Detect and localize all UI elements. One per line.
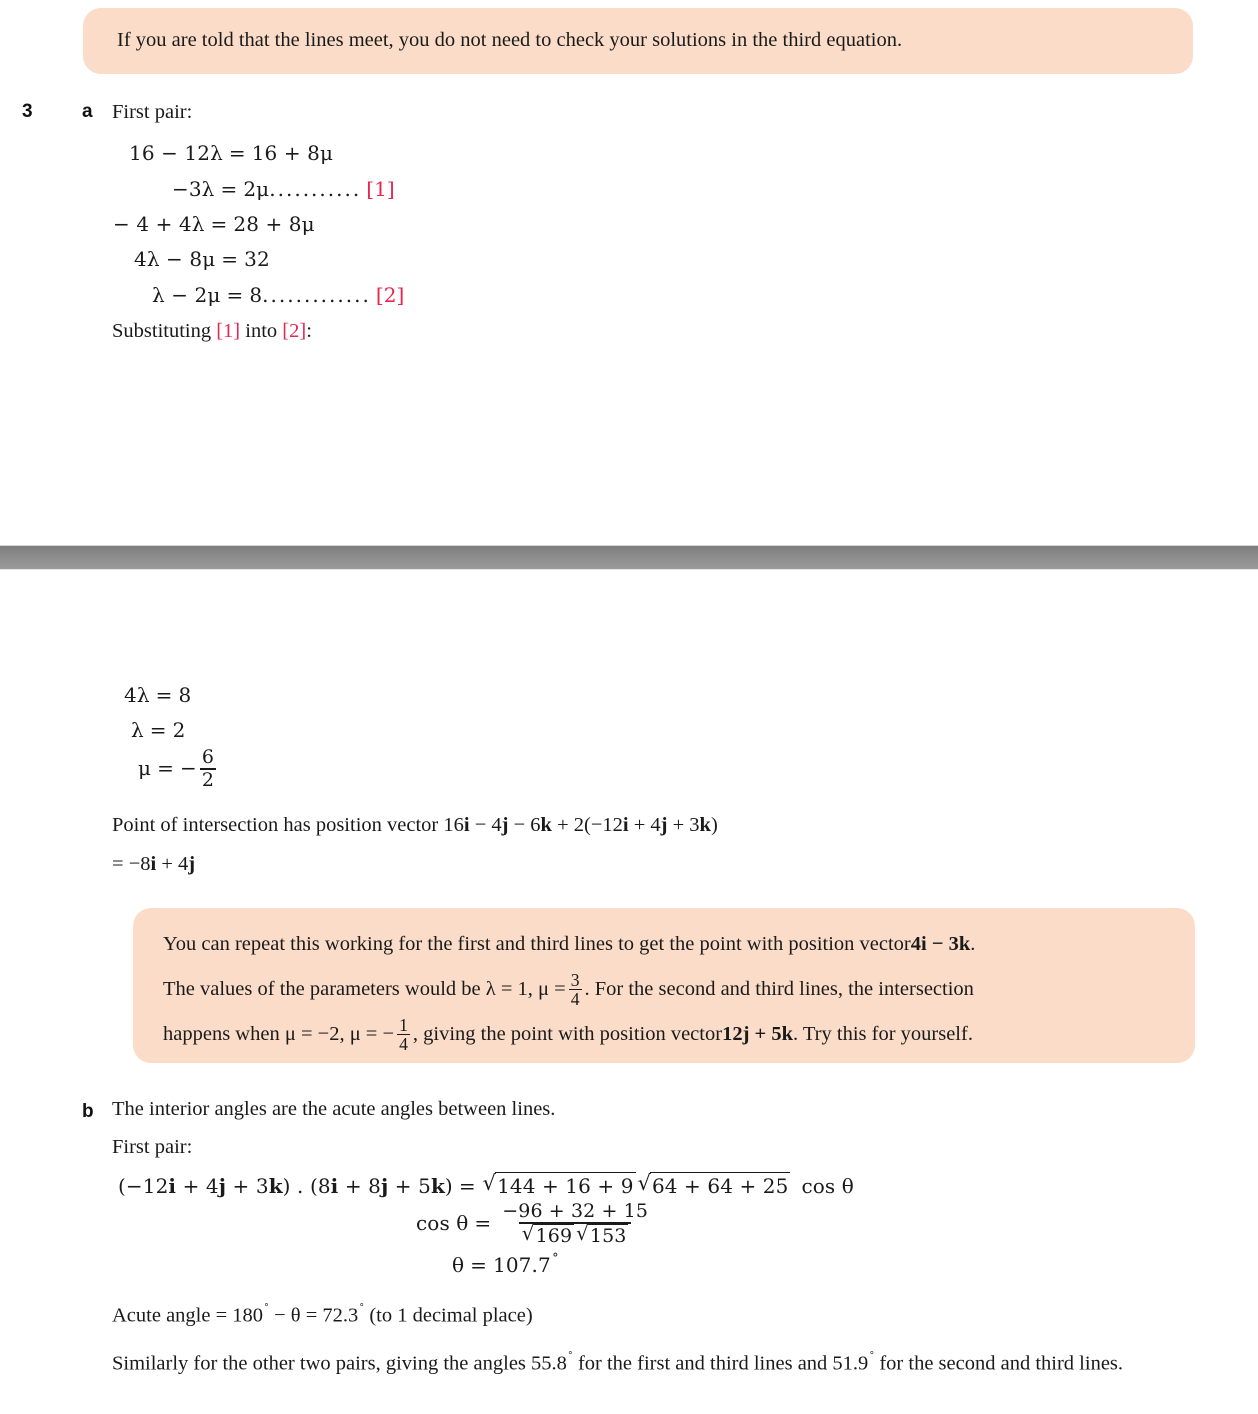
substituting-into-word: into xyxy=(245,320,278,342)
solution-rel: = xyxy=(149,718,167,742)
vector-unit-j: j xyxy=(660,814,668,836)
equation-rhs: 8 xyxy=(249,283,263,307)
equation-rel: = xyxy=(226,283,244,307)
hint-line-1-text-before: You can repeat this working for the first and third lines to get the point with position vector xyxy=(163,932,911,955)
hint-callout-middle xyxy=(133,908,1195,1063)
hint-callout-line-2 xyxy=(163,967,1167,1012)
substituting-line xyxy=(112,316,312,347)
intersection-result-expression xyxy=(112,853,195,875)
hint-line-2-text-before: The values of the parameters would be λ = 1, μ = xyxy=(163,977,566,1000)
vector-unit-i: i xyxy=(168,1174,177,1198)
expression-token: 4 xyxy=(178,853,189,875)
hint-line-3-text-before: happens when μ = −2, μ = − xyxy=(163,1022,395,1045)
vector-unit-k: k xyxy=(430,1174,445,1198)
vector-unit-i: i xyxy=(463,814,470,836)
hint-line-3-fraction xyxy=(397,1016,410,1054)
cos-theta-rel: = xyxy=(474,1211,492,1236)
expression-token: 8 xyxy=(317,1174,331,1198)
cos-theta-equation xyxy=(416,1202,653,1247)
fraction-numerator: −96 + 32 + 15 xyxy=(502,1200,649,1222)
expression-token: + xyxy=(388,1174,419,1198)
substituting-tag-2: [2] xyxy=(282,320,307,342)
sqrt-radicand: 169 xyxy=(535,1224,573,1247)
equation-lhs: 16 − 12λ xyxy=(129,141,223,165)
expression-token: −12 xyxy=(125,1174,169,1198)
solution-line-2 xyxy=(131,718,185,742)
fraction-denominator: 2 xyxy=(201,768,215,791)
expression-token: −12 xyxy=(590,814,623,836)
expression-token: + xyxy=(156,853,179,875)
equation-line-4 xyxy=(134,247,270,271)
mu-fraction xyxy=(200,747,216,790)
equation-lhs: λ − 2μ xyxy=(152,283,221,307)
page-separator-bar xyxy=(0,545,1258,570)
hint-line-3-text-after: . Try this for yourself. xyxy=(792,1022,973,1045)
sqrt-radicand: 153 xyxy=(589,1224,627,1247)
dot-product-equals: = xyxy=(458,1174,476,1198)
expression-token: ( xyxy=(118,1174,126,1198)
dot-product-equation xyxy=(118,1172,854,1198)
mu-rel: = xyxy=(157,756,174,781)
hint-line-1-vector: 4i − 3k xyxy=(910,932,971,955)
expression-token: 5 xyxy=(418,1174,431,1198)
solution-lhs: 4λ xyxy=(124,683,150,707)
equation-line-1 xyxy=(129,141,333,165)
hint-callout-top xyxy=(83,8,1193,74)
similarly-line xyxy=(112,1347,1252,1380)
expression-token: + xyxy=(338,1174,369,1198)
hint-callout-line-1 xyxy=(163,922,1167,967)
expression-token: ) xyxy=(282,1174,291,1198)
expression-token: + xyxy=(176,1174,206,1198)
equation-rhs: 16 + 8μ xyxy=(251,141,334,165)
expression-token: 3 xyxy=(689,814,700,836)
fraction-numerator: 1 xyxy=(399,1014,408,1035)
fraction-denominator xyxy=(519,1222,632,1247)
expression-token: = xyxy=(112,853,129,875)
degree-symbol: ˚ xyxy=(869,1350,875,1366)
expression-token: − xyxy=(469,814,492,836)
expression-token: ) xyxy=(710,814,718,836)
cos-theta-lhs: cos θ xyxy=(416,1211,469,1236)
vector-unit-j: j xyxy=(218,1174,227,1198)
magnitude-sqrt-1 xyxy=(483,1172,636,1198)
equation-dots: ............. xyxy=(262,283,371,307)
equation-line-5 xyxy=(152,283,404,307)
dot-product-right-vector xyxy=(310,1174,453,1198)
equation-rhs: 28 + 8μ xyxy=(233,212,315,236)
mu-symbol: μ xyxy=(138,756,152,781)
denominator-sqrt-1 xyxy=(522,1224,574,1247)
solution-rhs: 8 xyxy=(178,683,192,707)
solution-lhs: λ xyxy=(131,718,144,742)
acute-angle-line xyxy=(112,1299,533,1331)
expression-token: − xyxy=(508,814,531,836)
part-b-intro: The interior angles are the acute angles between lines. xyxy=(112,1098,556,1120)
vector-unit-k: k xyxy=(540,814,552,836)
hint-line-1-text-after: . xyxy=(970,932,976,955)
mu-value-line xyxy=(138,748,219,791)
mu-sign: − xyxy=(179,756,197,781)
vector-unit-k: k xyxy=(268,1174,283,1198)
expression-token: 3 xyxy=(255,1174,269,1198)
question-number: 3 xyxy=(22,101,33,122)
expression-token: 6 xyxy=(530,814,541,836)
expression-token: 4 xyxy=(650,814,661,836)
acute-angle-part-3: (to 1 decimal place) xyxy=(364,1304,533,1327)
vector-unit-j: j xyxy=(380,1174,389,1198)
expression-token: 4 xyxy=(491,814,502,836)
equation-lhs: 4λ − 8μ xyxy=(134,247,216,271)
fraction-numerator: 6 xyxy=(201,746,215,768)
substituting-tag-1: [1] xyxy=(216,320,241,342)
acute-angle-part-1: Acute angle = 180 xyxy=(112,1304,264,1327)
degree-symbol: ˚ xyxy=(264,1302,269,1318)
vector-unit-j: j xyxy=(501,814,509,836)
expression-token: ( xyxy=(309,1174,318,1198)
equation-dots: ........... xyxy=(269,177,362,201)
fraction-denominator: 4 xyxy=(399,1034,408,1054)
expression-token: + xyxy=(226,1174,256,1198)
hint-line-2-fraction xyxy=(569,971,582,1009)
substituting-colon: : xyxy=(306,320,312,342)
intersection-prefix: Point of intersection has position vector xyxy=(112,814,444,836)
equation-rel: = xyxy=(228,141,246,165)
equation-tag-2: [2] xyxy=(375,283,405,307)
dot-operator: . xyxy=(290,1174,310,1198)
dot-product-left-vector xyxy=(118,1174,291,1198)
expression-token: 16 xyxy=(443,814,464,836)
equation-tag-1: [1] xyxy=(366,177,395,201)
sqrt-radicand: 64 + 64 + 25 xyxy=(651,1174,789,1198)
theta-symbol: θ xyxy=(452,1253,465,1278)
hint-line-3-text-mid: , giving the point with position vector xyxy=(412,1022,723,1045)
vector-unit-k: k xyxy=(699,814,711,836)
cos-theta-trailing: cos θ xyxy=(801,1174,854,1198)
fraction-denominator: 4 xyxy=(570,989,580,1009)
degree-symbol: ˚ xyxy=(551,1253,560,1269)
intersection-result-line xyxy=(112,849,195,880)
part-label-b: b xyxy=(82,1101,94,1122)
vector-unit-i: i xyxy=(330,1174,339,1198)
equation-rel: = xyxy=(210,212,228,236)
equation-rel: = xyxy=(221,247,239,271)
cos-theta-fraction xyxy=(500,1201,650,1246)
similarly-part-3: for the second and third lines. xyxy=(874,1352,1124,1375)
expression-token: 4 xyxy=(205,1174,219,1198)
equation-lhs: − 4 + 4λ xyxy=(113,212,205,236)
equation-lhs: −3λ xyxy=(172,177,215,201)
hint-callout-top-text: If you are told that the lines meet, you do not need to check your solutions in the third equation. xyxy=(117,29,903,51)
expression-token: + xyxy=(667,814,690,836)
theta-value: 107.7 xyxy=(493,1253,551,1278)
similarly-part-2: for the first and third lines and 51.9 xyxy=(572,1352,869,1375)
intersection-line xyxy=(112,810,718,841)
equation-rhs: 32 xyxy=(244,247,270,271)
similarly-part-1: Similarly for the other two pairs, giving the angles 55.8 xyxy=(112,1352,567,1375)
hint-line-2-text-after: . For the second and third lines, the intersection xyxy=(584,977,974,1000)
expression-token: + xyxy=(551,814,574,836)
hint-line-3-vector: 12j + 5k xyxy=(722,1022,793,1045)
expression-token: ) xyxy=(444,1174,453,1198)
solution-line-1 xyxy=(124,683,191,707)
solution-rel: = xyxy=(155,683,173,707)
equation-line-3 xyxy=(113,212,315,236)
expression-token: + xyxy=(628,814,651,836)
equation-rhs: 2μ xyxy=(243,177,270,201)
denominator-sqrt-2 xyxy=(576,1224,628,1247)
theta-value-line xyxy=(452,1253,559,1277)
expression-token: 8 xyxy=(368,1174,381,1198)
part-label-a: a xyxy=(82,101,93,122)
vector-unit-i: i xyxy=(150,853,157,875)
solution-rhs: 2 xyxy=(172,718,186,742)
substituting-word: Substituting xyxy=(112,320,212,342)
part-a-heading: First pair: xyxy=(112,101,193,123)
expression-token: −8 xyxy=(128,853,151,875)
equation-line-2 xyxy=(172,177,395,201)
vector-unit-j: j xyxy=(188,853,196,875)
magnitude-sqrt-2 xyxy=(638,1172,791,1198)
part-b-heading: First pair: xyxy=(112,1136,193,1158)
theta-rel: = xyxy=(470,1253,488,1278)
intersection-vector-expression xyxy=(443,814,717,836)
fraction-numerator: 3 xyxy=(570,969,580,990)
expression-token: 2( xyxy=(573,814,591,836)
equation-rel: = xyxy=(220,177,238,201)
degree-symbol: ˚ xyxy=(359,1302,365,1318)
acute-angle-part-2: − θ = 72.3 xyxy=(268,1304,359,1327)
hint-callout-line-3 xyxy=(163,1012,1167,1057)
degree-symbol: ˚ xyxy=(567,1350,573,1366)
sqrt-radicand: 144 + 16 + 9 xyxy=(497,1174,634,1198)
vector-unit-i: i xyxy=(622,814,629,836)
